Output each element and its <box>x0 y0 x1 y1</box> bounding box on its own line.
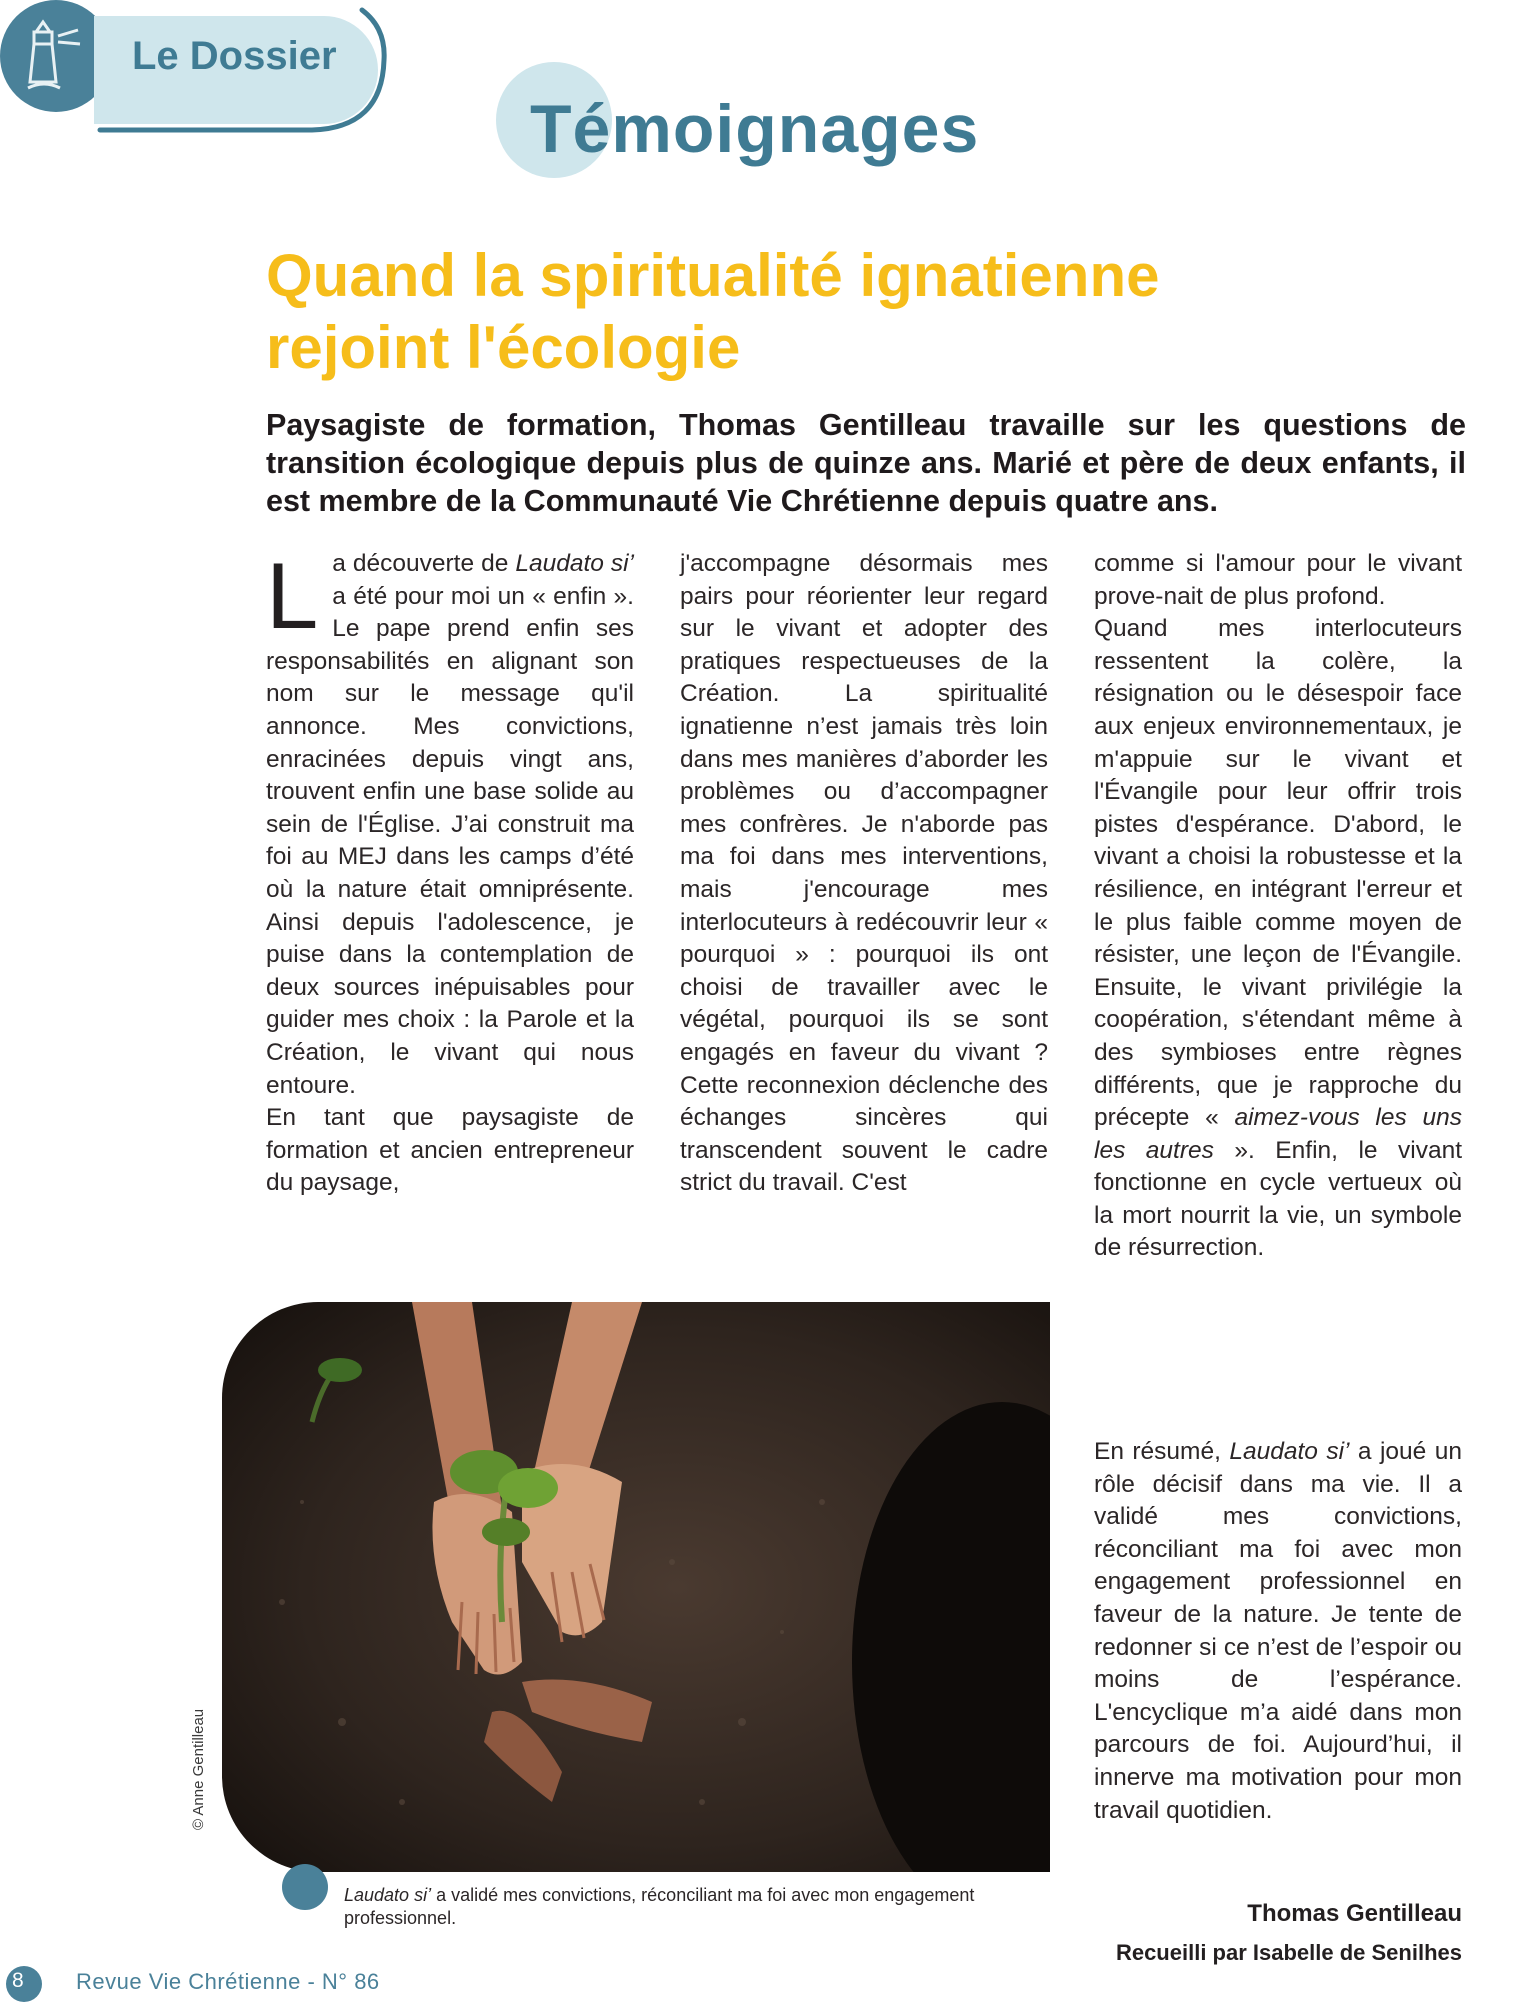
article-column-2 <box>680 548 1048 1200</box>
col3c-italic: Laudato si’ <box>1229 1438 1350 1465</box>
col3-text-pre: Quand mes interlocuteurs ressentent la colère, la résignation ou le désespoir face aux enjeux environnementaux, je m'appuie sur le vivant et l'Évangile pour leur offrir trois pistes d'espérance. D'abord, le vivant a choisi la robustesse et la résilience, en intégrant l'erreur et le plus faible comme moyen de résister, une leçon de l'Évangile. Ensuite, le vivant privilégie la coopération, s'étendant même à des symbioses entre règnes différents, que je rapproche du précepte « <box>1094 615 1462 1132</box>
col3c-post: a joué un rôle décisif dans ma vie. Il a validé mes convictions, réconciliant ma foi avec mon engagement professionnel en faveur de la nature. Je tente de redonner si ce n’est de l’espoir ou moins de l’espérance. L'encyclique m’a aidé dans mon parcours de foi. Aujourd’hui, il innerve ma motivation pour mon travail quotidien. <box>1094 1438 1462 1824</box>
col3-italic: aimez-vous les uns les autres <box>1094 1104 1462 1164</box>
photo-caption <box>344 1884 984 1930</box>
photo-credit: © Anne Gentilleau <box>190 1708 207 1830</box>
publication-name: Revue Vie Chrétienne - N° 86 <box>76 1969 380 1994</box>
col3c-pre: En résumé, <box>1094 1438 1230 1465</box>
section-title: Témoignages <box>530 91 980 167</box>
col2-text: j'accompagne désormais mes pairs pour réorienter leur regard sur le vivant et adopter des pratiques respectueuses de la Création. La spiritualité ignatienne n’est jamais très loin dans mes manières d’aborder les problèmes ou d’accompagner mes confrères. Je n'aborde pas ma foi dans mes interventions, mais j'encourage mes interlocuteurs à redécouvrir leur « pourquoi » : pourquoi ils ont choisi de travailler avec le végétal, pourquoi ils se sont engagés en faveur du vivant ? Cette reconnexion déclenche des échanges sincères qui transcendent souvent le cadre strict du travail. C'est <box>680 550 1048 1197</box>
collected-by: Recueilli par Isabelle de Senilhes <box>1115 1940 1462 1965</box>
col1-italic: Laudato si’ <box>515 550 634 577</box>
article-column-3 <box>1094 548 1462 1265</box>
article-title-line2: rejoint l'écologie <box>266 314 741 381</box>
col1-paragraph-2: En tant que paysagiste de formation et ancien entrepreneur du paysage, <box>266 1104 634 1197</box>
author-name: Thomas Gentilleau <box>1247 1900 1462 1927</box>
caption-italic: Laudato si’ <box>344 1885 432 1905</box>
page-number: 8 <box>12 1969 24 1992</box>
article-title-line1: Quand la spiritualité ignatienne <box>266 242 1160 309</box>
col3-text-post: ». Enfin, le vivant fonctionne en cycle vertueux où la mort nourrit la vie, un symbole de résurrection. <box>1094 1136 1462 1262</box>
col1-text-start: a découverte de <box>332 550 516 577</box>
caption-text: a validé mes convictions, réconciliant ma foi avec mon engagement professionnel. <box>344 1885 975 1928</box>
col1-text: a été pour moi un « enfin ». Le pape prend enfin ses responsabilités en alignant son nom sur le message qu'il annonce. Mes convictions, enracinées depuis vingt ans, trouvent enfin une base solide au sein de l'Église. J’ai construit ma foi au MEJ dans les camps d’été où la nature était omniprésente. Ainsi depuis l'adolescence, je puise dans la contemplation de deux sources inépuisables pour guider mes choix : la Parole et la Création, le vivant qui nous entoure. <box>266 582 634 1099</box>
article-column-1 <box>266 543 634 1200</box>
article-column-3-conclusion <box>1094 1436 1462 1827</box>
drop-cap: L <box>266 543 319 648</box>
article-photo <box>222 1302 1050 1872</box>
section-label: Le Dossier <box>132 34 337 78</box>
caption-dot <box>282 1864 328 1910</box>
article-title <box>266 240 1466 384</box>
article-lead: Paysagiste de formation, Thomas Gentilleau travaille sur les questions de transition écologique depuis plus de quinze ans. Marié et père de deux enfants, il est membre de la Communauté Vie Chrétienne depuis quatre ans. <box>266 408 1466 518</box>
col3-paragraph-1: comme si l'amour pour le vivant prove-nait de plus profond. <box>1094 550 1462 610</box>
photo-illustration <box>222 1302 1050 1872</box>
